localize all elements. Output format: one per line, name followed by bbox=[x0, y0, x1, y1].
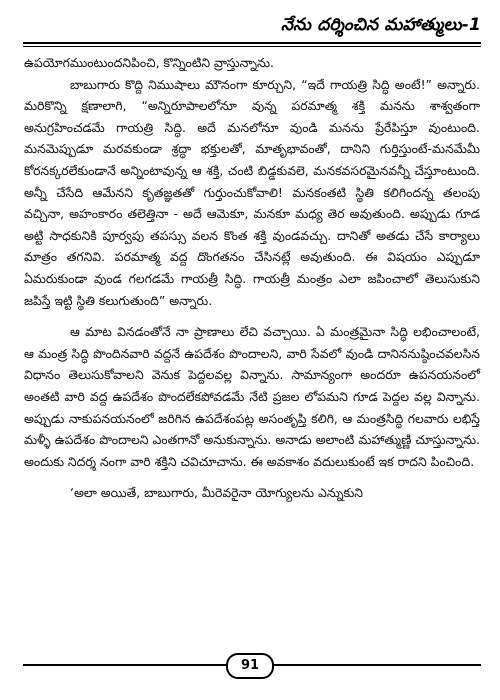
running-title: నేను దర్శించిన మహాత్ములు-1 bbox=[280, 15, 481, 35]
running-header bbox=[23, 14, 481, 40]
page-number-badge: 91 bbox=[226, 653, 274, 679]
paragraph-request: ‘అలా అయితే, బాబుగారు, మీరెవరైనా యోగ్యులను ఎన్నుకుని bbox=[70, 485, 364, 501]
header-rule bbox=[23, 42, 481, 44]
header-rule-thin bbox=[23, 46, 481, 47]
paragraph-babugaru-gayatri: బాబుగారు కొద్ది నిముషాలు మౌనంగా కూర్చుని, “ఇదే గాయత్రి సిద్ధి అంటే!” అన్నారు. మరికొన్ని క్షణాలాగి, “అన్నిరూపాలలోనూ వున్న పరమాత్మ శక్తి మనను శాశ్వతంగా అనుగ్రహించడమే గాయత్రి సిద్ధి. అదే మనలోనూ వుండి మనను ప్రేరేపిస్తూ వుంటుంది. మనమెప్పుడూ మరవకుండా శ్రద్ధా భక్తులతో, మాతృభావంతో, దానిని గుర్తిస్తుంటే-మనమేమీ కోరనక్కరలేకుండానే అన్నింటావున్న ఆ శక్తి, చంటి బిడ్డకువలె, మనకవసరమైనవన్నీ చేస్తూంటుంది. అన్నీ చేసేది ఆమేనని కృతజ్ఞతతో గుర్తుంచుకోవాలి! మనకంతటి స్థితి కలిగిందన్న తలంపు వచ్చినా, అహంకారం తలెత్తినా - అదే ఆమెకూ, మనకూ మధ్య తెర అవుతుంది. అప్పుడు గూడ అట్టి సాధకునికి పూర్వపు తపస్సు వలన కొంత శక్తి వుండవచ్చు. దానితో అతడు చేసే కార్యాలు మాత్రం తగనివి. పరమాత్మ వద్ద దొంగతనం చేసినట్లే అవుతుంది. ఈ విషయం ఎప్పుడూ ఏమరుకుండా వుండ గలగడమే గాయత్రీ సిద్ధి. గాయత్రీ మంత్రం ఎలా జపించాలో తెలుసుకుని జపిస్తే ఇట్టి స్థితి కలుగుతుంది” అన్నారు. bbox=[24, 76, 480, 308]
paragraph-continuation: ఉపయోగముంటుందనిపించి, కొన్నింటిని వ్రాస్తున్నాను. bbox=[24, 55, 274, 70]
paragraph-mantra-siddhi: ఆ మాట వినడంతోనే నా ప్రాణాలు లేచి వచ్చాయి. ఏ మంత్రమైనా సిద్ధి లభించాలంటే, ఆ మంత్ర సిద్ధి పొందినవారి వద్దనే ఉపదేశం పొందాలని, వారి సేవలో వుండి దానిననుష్ఠించవలసిన విధానం తెలుసుకోవాలని వెనుక పెద్దలవల్ల విన్నాను. సామాన్యంగా అందరూ ఉపనయనంలో అంతటి వారి వద్ద ఉపదేశం పొందలేకపోవడమే నేటి ప్రజల లోపమని గూడ పెద్దల వల్ల విన్నాను. అప్పుడు నాకుపనయనంలో జరిగిన ఉపదేశంపట్ల అసంతృప్తి కలిగి, ఆ మంత్రసిద్ధి గలవారు లభిస్తే మళ్ళీ ఉపదేశం పొందాలని ఎంతగానో అనుకున్నాను. అనాడు అలాంటి మహాత్ముణ్ణి చూస్తున్నాను. అందుకు నిదర్శ నంగా వారి శక్తిని చవిచూచాను. ఈ అవకాశం వదులుకుంటే ఇక రాదని పించింది. bbox=[24, 324, 480, 469]
page-body bbox=[24, 52, 480, 504]
page-footer bbox=[0, 650, 500, 680]
